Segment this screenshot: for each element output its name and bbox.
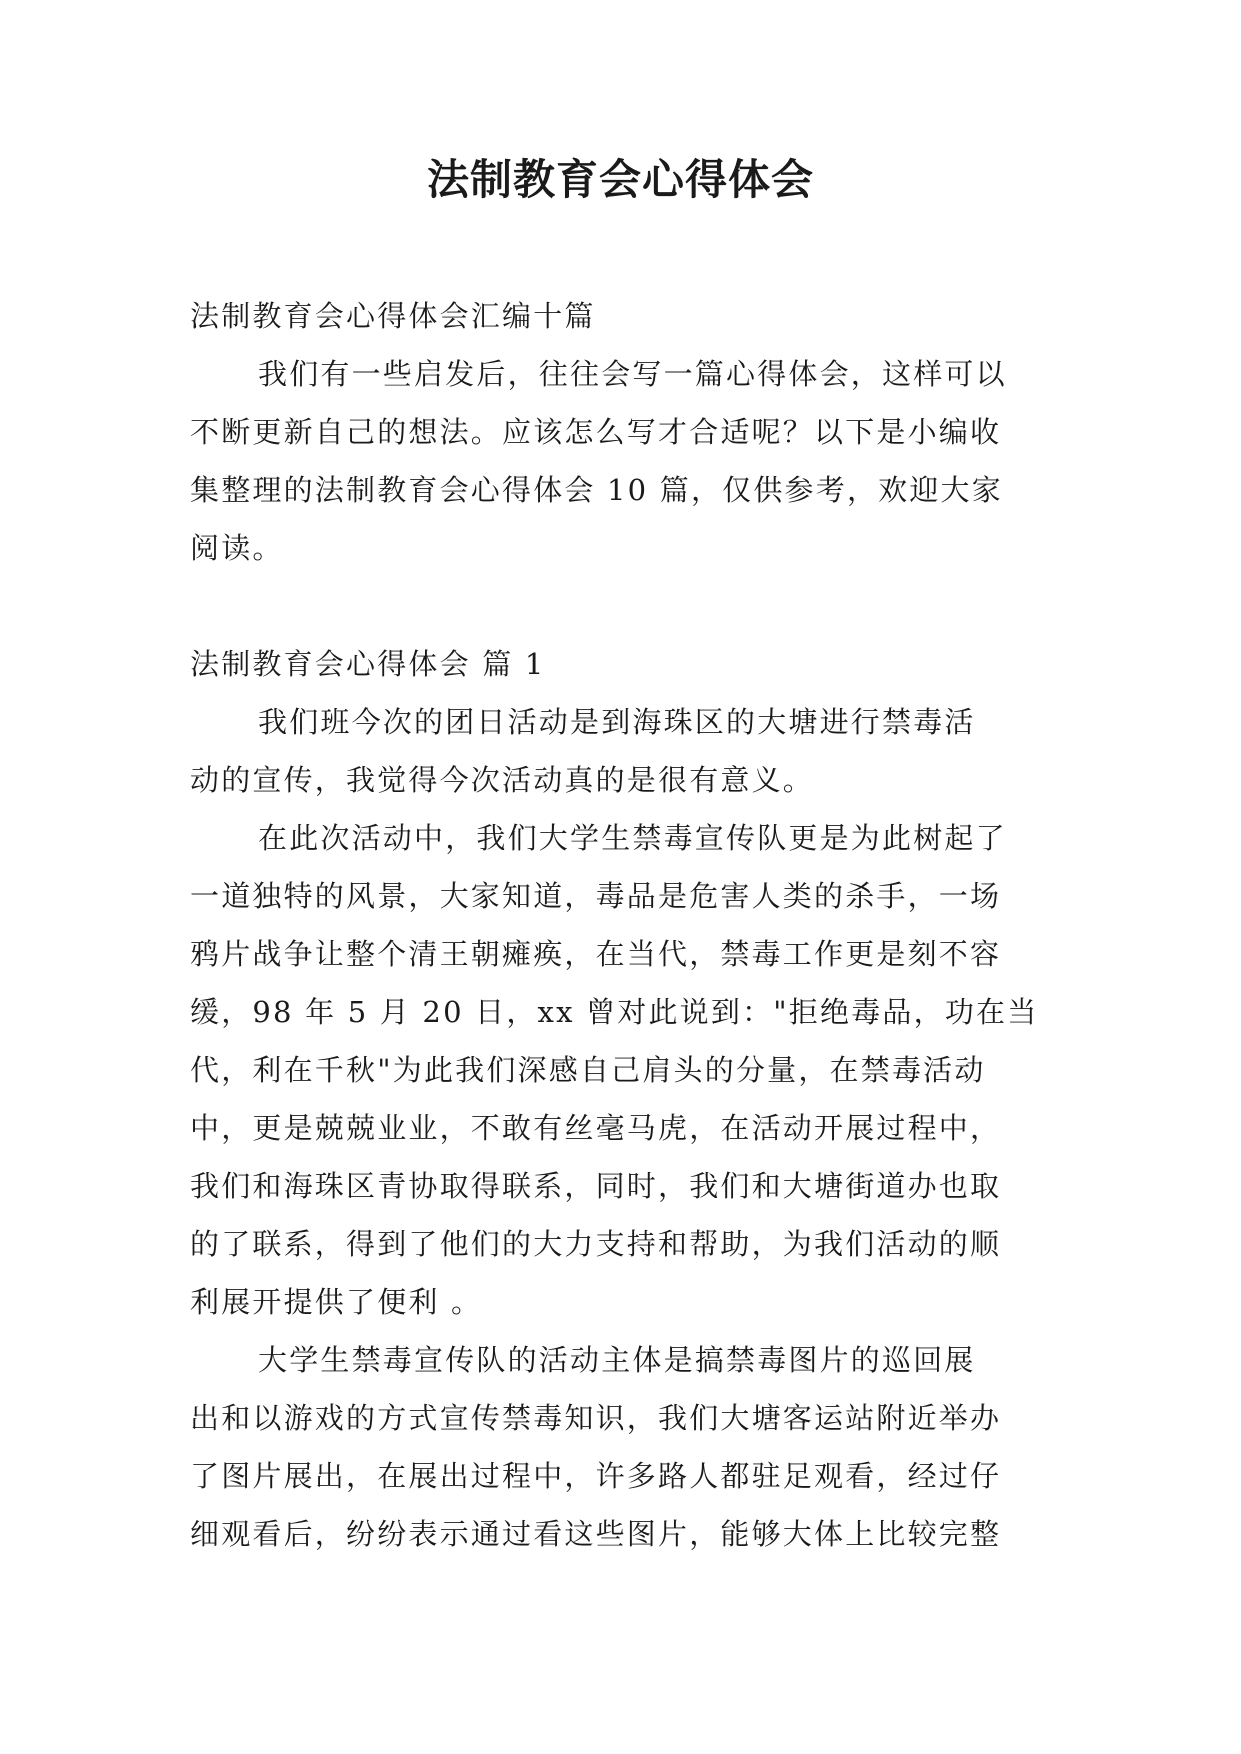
document-body xyxy=(190,287,1090,1563)
intro-paragraph xyxy=(190,345,1090,577)
document-title: 法制教育会心得体会 xyxy=(426,155,814,204)
text-line: 阅读。 xyxy=(190,531,284,565)
text-line: 鸦片战争让整个清王朝瘫痪，在当代，禁毒工作更是刻不容 xyxy=(190,937,1002,971)
text-line: 不断更新自己的想法。应该怎么写才合适呢？以下是小编收 xyxy=(190,415,1002,449)
text-line: 细观看后，纷纷表示通过看这些图片，能够大体上比较完整 xyxy=(190,1517,1002,1551)
text-line: 我们和海珠区青协取得联系，同时，我们和大塘街道办也取 xyxy=(190,1169,1002,1203)
text-line: 缓，98 年 5 月 20 日，xx 曾对此说到："拒绝毒品，功在当 xyxy=(190,995,1039,1029)
section-heading: 法制教育会心得体会 篇 1 xyxy=(190,647,546,681)
text-line: 代，利在千秋"为此我们深感自己肩头的分量，在禁毒活动 xyxy=(190,1053,986,1087)
text-line: 动的宣传，我觉得今次活动真的是很有意义。 xyxy=(190,763,815,797)
body-paragraph xyxy=(190,809,1090,1331)
text-line: 大学生禁毒宣传队的活动主体是搞禁毒图片的巡回展 xyxy=(258,1343,976,1377)
text-line: 我们班今次的团日活动是到海珠区的大塘进行禁毒活 xyxy=(258,705,976,739)
text-line: 中，更是兢兢业业，不敢有丝毫马虎，在活动开展过程中， xyxy=(190,1111,1002,1145)
body-paragraph xyxy=(190,1331,1090,1563)
text-line: 集整理的法制教育会心得体会 10 篇，仅供参考，欢迎大家 xyxy=(190,473,1003,507)
text-line: 一道独特的风景，大家知道，毒品是危害人类的杀手，一场 xyxy=(190,879,1002,913)
text-line: 的了联系，得到了他们的大力支持和帮助，为我们活动的顺 xyxy=(190,1227,1002,1261)
paragraph-spacer xyxy=(190,577,1090,635)
text-line: 利展开提供了便利 。 xyxy=(190,1285,483,1319)
text-line: 了图片展出，在展出过程中，许多路人都驻足观看，经过仔 xyxy=(190,1459,1002,1493)
text-line: 在此次活动中，我们大学生禁毒宣传队更是为此树起了 xyxy=(258,821,1007,855)
body-paragraph xyxy=(190,693,1090,809)
text-line: 我们有一些启发后，往往会写一篇心得体会，这样可以 xyxy=(258,357,1007,391)
text-line: 出和以游戏的方式宣传禁毒知识，我们大塘客运站附近举办 xyxy=(190,1401,1002,1435)
document-subtitle: 法制教育会心得体会汇编十篇 xyxy=(190,299,596,333)
